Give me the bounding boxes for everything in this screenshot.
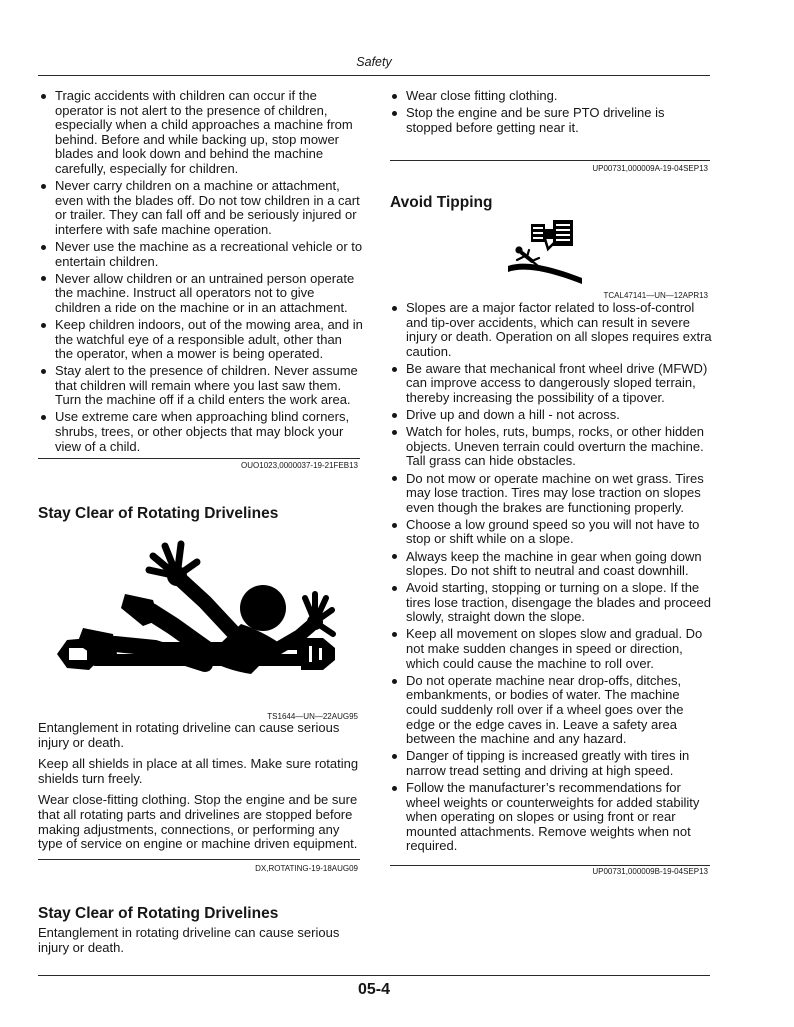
section-divider <box>38 859 360 860</box>
bullet-text: Follow the manufacturer’s recommendations for wheel weights or counterweights for added stability when operating on slopes or using front or rear mounted attachments. Remove weights when not required. <box>406 779 700 854</box>
driveline-paragraphs <box>38 721 368 859</box>
section-heading: Stay Clear of Rotating Drivelines <box>38 905 279 922</box>
clothing-safety-list <box>390 89 720 138</box>
bullet-item <box>390 518 720 547</box>
bullet-text: Slopes are a major factor related to loss-of-control and tip-over accidents, which can result in severe injury or death. Operation on all slopes requires extra caution. <box>406 300 712 359</box>
children-safety-list <box>38 89 368 457</box>
page-number: 05-4 <box>357 981 391 998</box>
bullet-text: Stop the engine and be sure PTO driveline is stopped before getting near it. <box>406 105 665 135</box>
section-title: Safety <box>356 55 392 69</box>
tipping-safety-list <box>390 301 720 856</box>
bullet-item <box>390 674 720 747</box>
figure-caption: TCAL47141—UN—12APR13 <box>603 291 708 300</box>
bullet-text: Do not operate machine near drop-offs, ditches, embankments, or bodies of water. The machine could suddenly roll over if a wheel goes over the edge or the edge caves in. Leave a safety area between the machine and any hazard. <box>406 672 684 747</box>
bullet-marker <box>41 245 46 250</box>
bullet-marker <box>392 367 397 372</box>
bullet-text: Be aware that mechanical front wheel drive (MFWD) can improve access to dangerously sloped terrain, thereby increasing the possibility of a tipover. <box>406 360 708 406</box>
bullet-item <box>390 472 720 516</box>
bullet-marker <box>392 786 397 791</box>
bullet-text: Choose a low ground speed so you will not have to stop or shift while on a slope. <box>406 516 700 547</box>
bullet-marker <box>41 369 46 374</box>
bullet-text: Always keep the machine in gear when going down slopes. Do not shift to neutral and coast downhill. <box>406 548 702 579</box>
bullet-text: Keep all movement on slopes slow and gradual. Do not make sudden changes in speed or direction, which could cause the machine to roll over. <box>406 626 703 671</box>
bullet-item <box>390 301 720 359</box>
reference-code: UP00731,000009A-19-04SEP13 <box>592 164 708 173</box>
bullet-marker <box>392 554 397 559</box>
bullet-text: Never use the machine as a recreational vehicle or to entertain children. <box>55 238 363 269</box>
bullet-marker <box>392 523 397 528</box>
bullet-marker <box>392 413 397 418</box>
section-divider <box>390 160 710 161</box>
bullet-item <box>390 408 720 423</box>
bullet-marker <box>392 754 397 759</box>
bullet-marker <box>41 276 46 281</box>
bullet-item <box>390 89 720 104</box>
bullet-marker <box>392 111 397 116</box>
reference-code: OUO1023,0000037-19-21FEB13 <box>241 461 358 470</box>
section-heading: Avoid Tipping <box>390 194 493 211</box>
bullet-text: Stay alert to the presence of children. Never assume that children will remain where you last saw them. Turn the machine off if a child enters the work area. <box>55 363 358 408</box>
section-divider <box>390 865 710 866</box>
bullet-text: Watch for holes, ruts, bumps, rocks, or other hidden objects. Uneven terrain could overturn the machine. Tall grass can hide obstacles. <box>406 424 704 469</box>
tractor-silhouette <box>531 220 573 249</box>
bullet-text: Keep children indoors, out of the mowing area, and in the watchful eye of a responsible adult, other than the operator, when a mower is being operated. <box>55 316 363 362</box>
bullet-marker <box>392 476 397 481</box>
bullet-item <box>38 272 368 316</box>
bullet-item <box>38 89 368 177</box>
bullet-item <box>38 240 368 269</box>
bullet-item <box>38 318 368 362</box>
bullet-item <box>390 106 720 135</box>
bullet-item <box>390 749 720 778</box>
bullet-text: Drive up and down a hill - not across. <box>406 407 620 423</box>
bullet-text: Do not mow or operate machine on wet grass. Tires may lose traction. Tires may lose traction on slopes even though the brakes are functioning properly. <box>406 470 704 515</box>
figure-caption: TS1644—UN—22AUG95 <box>267 712 358 721</box>
bullet-marker <box>41 184 46 189</box>
bullet-marker <box>392 632 397 637</box>
body-paragraph: Entanglement in rotating driveline can cause serious injury or death. <box>38 720 340 750</box>
bullet-marker <box>392 586 397 591</box>
slope-ground <box>508 264 582 284</box>
bullet-item <box>390 781 720 854</box>
bullet-item <box>38 179 368 237</box>
bullet-marker <box>41 323 46 328</box>
tractor-tipping-icon <box>505 216 585 286</box>
bullet-marker <box>41 94 46 99</box>
section-heading: Stay Clear of Rotating Drivelines <box>38 505 279 522</box>
reference-code: DX,ROTATING-19-18AUG09 <box>255 864 358 873</box>
bullet-text: Never allow children or an untrained person operate the machine. Instruct all operators not to give children a ride on the machine or in an attachment. <box>55 270 355 315</box>
section-divider <box>38 458 360 459</box>
bullet-item <box>390 362 720 406</box>
bullet-text: Avoid starting, stopping or turning on a slope. If the tires lose traction, disengage the blades and proceed slowly, straight down the slope. <box>406 580 711 625</box>
bullet-text: Never carry children on a machine or attachment, even with the blades off. Do not tow children in a cart or trailer. They can fall off and be seriously injured or interfere with safe machine operation. <box>55 178 360 237</box>
bullet-marker <box>392 306 397 311</box>
driveline-entanglement-icon <box>55 540 337 708</box>
bullet-item <box>38 364 368 408</box>
reference-code: UP00731,000009B-19-04SEP13 <box>592 867 708 876</box>
bullet-text: Use extreme care when approaching blind corners, shrubs, trees, or other objects that may block your view of a child. <box>55 409 350 454</box>
footer-rule <box>38 975 710 976</box>
body-paragraph: Keep all shields in place at all times. Make sure rotating shields turn freely. <box>38 756 359 786</box>
bullet-marker <box>392 94 397 99</box>
bullet-item <box>390 627 720 671</box>
operator-figure <box>515 246 539 266</box>
bullet-text: Tragic accidents with children can occur if the operator is not alert to the presence of children, especially when a child approaches a machine from behind. Before and while backing up, stop mower blades and look down and behind the machine carefully, especially for children. <box>55 88 353 176</box>
bullet-marker <box>41 415 46 420</box>
bullet-text: Wear close fitting clothing. <box>406 88 558 103</box>
bullet-item <box>390 550 720 579</box>
bullet-item <box>390 425 720 469</box>
body-paragraph: Entanglement in rotating driveline can cause serious injury or death. <box>38 925 340 955</box>
body-paragraph: Wear close-fitting clothing. Stop the engine and be sure that all rotating parts and drivelines are stopped before making adjustments, connections, or performing any type of service on engine or machine driven equipment. <box>38 792 358 852</box>
bullet-marker <box>392 430 397 435</box>
bullet-text: Danger of tipping is increased greatly with tires in narrow tread setting and driving at high speed. <box>406 748 690 778</box>
bullet-item <box>38 410 368 454</box>
header-rule <box>38 75 710 76</box>
bullet-marker <box>392 679 397 684</box>
bullet-item <box>390 581 720 625</box>
